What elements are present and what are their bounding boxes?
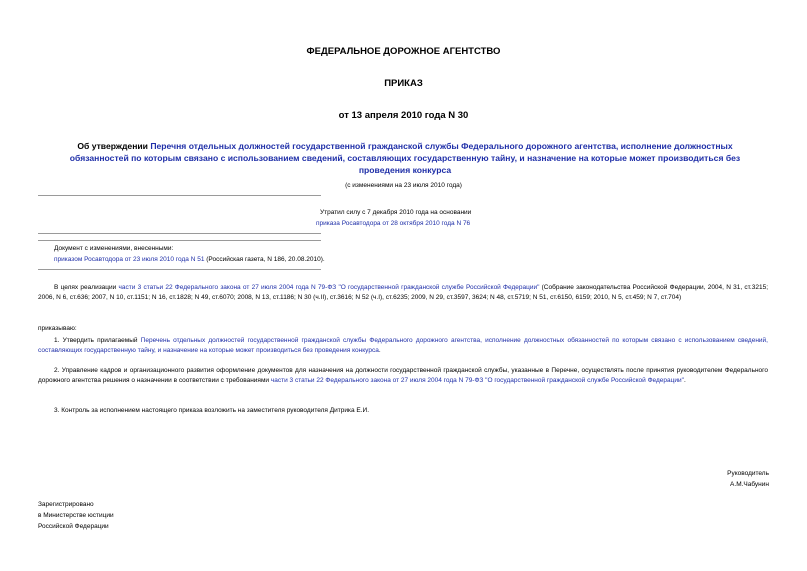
order-item-3: 3. Контроль за исполнением настоящего приказа возложить на заместителя руководителя Дитрика Е.И. <box>54 407 370 414</box>
item-2-suffix: . <box>683 377 686 384</box>
changes-link[interactable]: приказом Росавтодора от 23 июля 2010 года N 51 <box>54 256 205 263</box>
order-item-1 <box>38 336 768 356</box>
item-2-prefix: 2. Управление кадров и организационного развития оформление документов для назначения на должности государственной гражданской службы, указанные в Перечне, осуществлять после принятия руководителем Федерального дорожного агентства решения о назначении в соответствии с требованиями <box>38 367 768 384</box>
preamble-law-link[interactable]: части 3 статьи 22 Федерального закона от 27 июля 2004 года N 79-ФЗ "О государственной гражданской службе Российской Федерации" <box>118 284 540 291</box>
agency-name: ФЕДЕРАЛЬНОЕ ДОРОЖНОЕ АГЕНТСТВО <box>306 46 501 57</box>
divider-rule <box>38 269 321 270</box>
signature-name: А.М.Чабунин <box>730 481 769 488</box>
document-type: ПРИКАЗ <box>384 78 423 89</box>
lost-force-link[interactable]: приказа Росавтодора от 28 октября 2010 года N 76 <box>316 220 471 227</box>
divider-rule <box>38 195 321 196</box>
order-word: приказываю: <box>38 325 77 332</box>
changes-suffix: (Российская газета, N 186, 20.08.2010). <box>204 256 325 263</box>
item-1-suffix: . <box>378 347 381 354</box>
divider-rule <box>38 233 321 234</box>
item-2-law-link[interactable]: части 3 статьи 22 Федерального закона от 27 июля 2004 года N 79-ФЗ "О государственной гражданской службе Российской Федерации" <box>270 377 684 384</box>
item-1-list-link[interactable]: Перечень отдельных должностей государственной гражданской службы Федерального дорожного агентства, исполнение должностных обязанностей по которым связано с использованием сведений, составляющих государственную тайну, и назначение на которые может производиться без проведения конкурса <box>38 337 768 354</box>
registration-line-2: в Министерстве юстиции <box>38 512 114 519</box>
preamble-paragraph <box>38 283 768 303</box>
registration-line-1: Зарегистрировано <box>38 501 94 508</box>
title-link[interactable]: Перечня отдельных должностей государственной гражданской службы Федерального дорожного агентства, исполнение должностных обязанностей по которым связано с использованием сведений, составляющих государственную тайну, и назначение на которые может производиться без проведения конкурса <box>69 141 741 175</box>
amendment-note: (с изменениями на 23 июля 2010 года) <box>345 182 462 189</box>
preamble-prefix: В целях реализации <box>54 284 119 291</box>
item-1-prefix: 1. Утвердить прилагаемый <box>54 337 141 344</box>
changes-intro: Документ с изменениями, внесенными: <box>54 245 174 252</box>
signature-role: Руководитель <box>727 470 769 477</box>
document-date-number: от 13 апреля 2010 года N 30 <box>338 110 469 121</box>
order-item-2 <box>38 366 768 386</box>
divider-rule <box>38 240 321 241</box>
registration-line-3: Российской Федерации <box>38 523 109 530</box>
preamble-suffix: (Собрание законодательства Российской Федерации, 2004, N 31, ст.3215; 2006, N 6, ст.636; 2007, N 10, ст.1151; N 16, ст.1828; N 49, ст.6070; 2008, N 13, ст.1186; N 30 (ч.II), ст.3616; N 52 (ч.I), ст.6235; 2009, N 29, ст.3597, 3624; N 48, ст.5719; N 51, ст.6150, 6159; 2010, N 5, ст.459; N 7, ст.704) <box>38 284 768 301</box>
document-title <box>55 140 755 176</box>
title-prefix: Об утверждении <box>77 141 151 151</box>
changes-line <box>54 255 325 265</box>
lost-force-note: Утратил силу с 7 декабря 2010 года на основании <box>320 209 472 216</box>
